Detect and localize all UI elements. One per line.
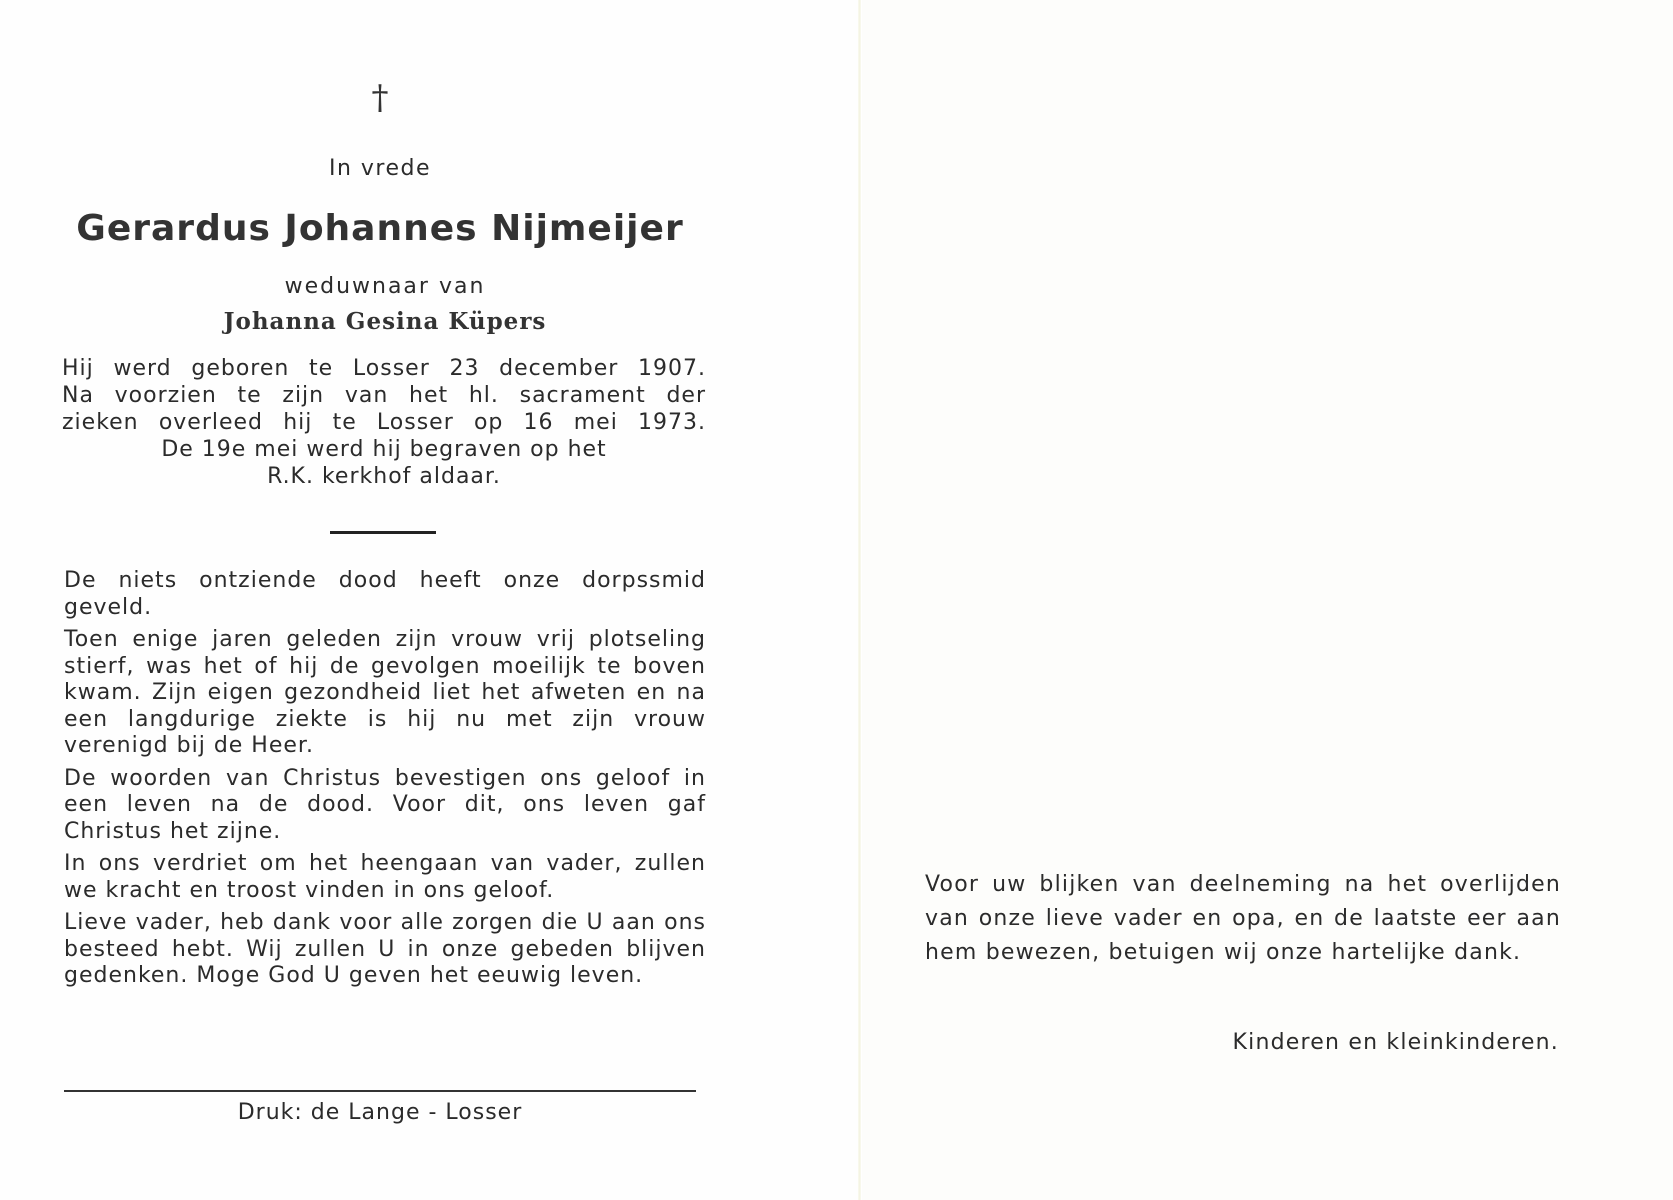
card-fold <box>858 0 861 1200</box>
memorial-text <box>64 568 706 996</box>
signature: Kinderen en kleinkinderen. <box>1232 1030 1559 1055</box>
memorial-paragraph: Toen enige jaren geleden zijn vrouw vrij plotseling stierf, was het of hij de gevolgen moeilijk te boven kwam. Zijn eigen gezondheid liet het afweten en na een langdurige ziekte is hij nu met zijn vrouw verenigd bij de Heer. <box>64 627 706 758</box>
widower-of-label: weduwnaar van <box>284 274 486 299</box>
burial-line: De 19e mei werd hij begraven op het <box>161 437 607 462</box>
memorial-paragraph: De niets ontziende dood heeft onze dorpssmid geveld. <box>64 568 706 620</box>
right-page <box>862 0 1673 1200</box>
spouse-name: Johanna Gesina Küpers <box>223 308 547 335</box>
memorial-paragraph: In ons verdriet om het heengaan van vader, zullen we kracht en troost vinden in ons geloof. <box>64 851 706 903</box>
death-line: zieken overleed hij te Losser op 16 mei 1973. <box>62 410 706 435</box>
memorial-paragraph: Lieve vader, heb dank voor alle zorgen die U aan ons besteed hebt. Wij zullen U in onze gebeden blijven gedenken. Moge God U geven het eeuwig leven. <box>64 910 706 988</box>
deceased-name: Gerardus Johannes Nijmeijer <box>76 208 684 249</box>
cemetery-line: R.K. kerkhof aldaar. <box>267 464 501 489</box>
cross-icon: † <box>371 78 389 118</box>
thanks-text: Voor uw blijken van deelneming na het overlijden van onze lieve vader en opa, en de laatste eer aan hem bewezen, betuigen wij onze hartelijke dank. <box>925 872 1561 965</box>
footer-divider <box>64 1090 696 1092</box>
in-peace-heading: In vrede <box>328 156 432 181</box>
printer-credit: Druk: de Lange - Losser <box>237 1100 523 1125</box>
divider <box>330 531 436 534</box>
birth-line: Hij werd geboren te Losser 23 december 1907. <box>62 356 706 381</box>
sacrament-line: Na voorzien te zijn van het hl. sacrament der <box>62 383 706 408</box>
memorial-paragraph: De woorden van Christus bevestigen ons geloof in een leven na de dood. Voor dit, ons leven gaf Christus het zijne. <box>64 765 706 844</box>
birth-death-details <box>62 355 706 490</box>
